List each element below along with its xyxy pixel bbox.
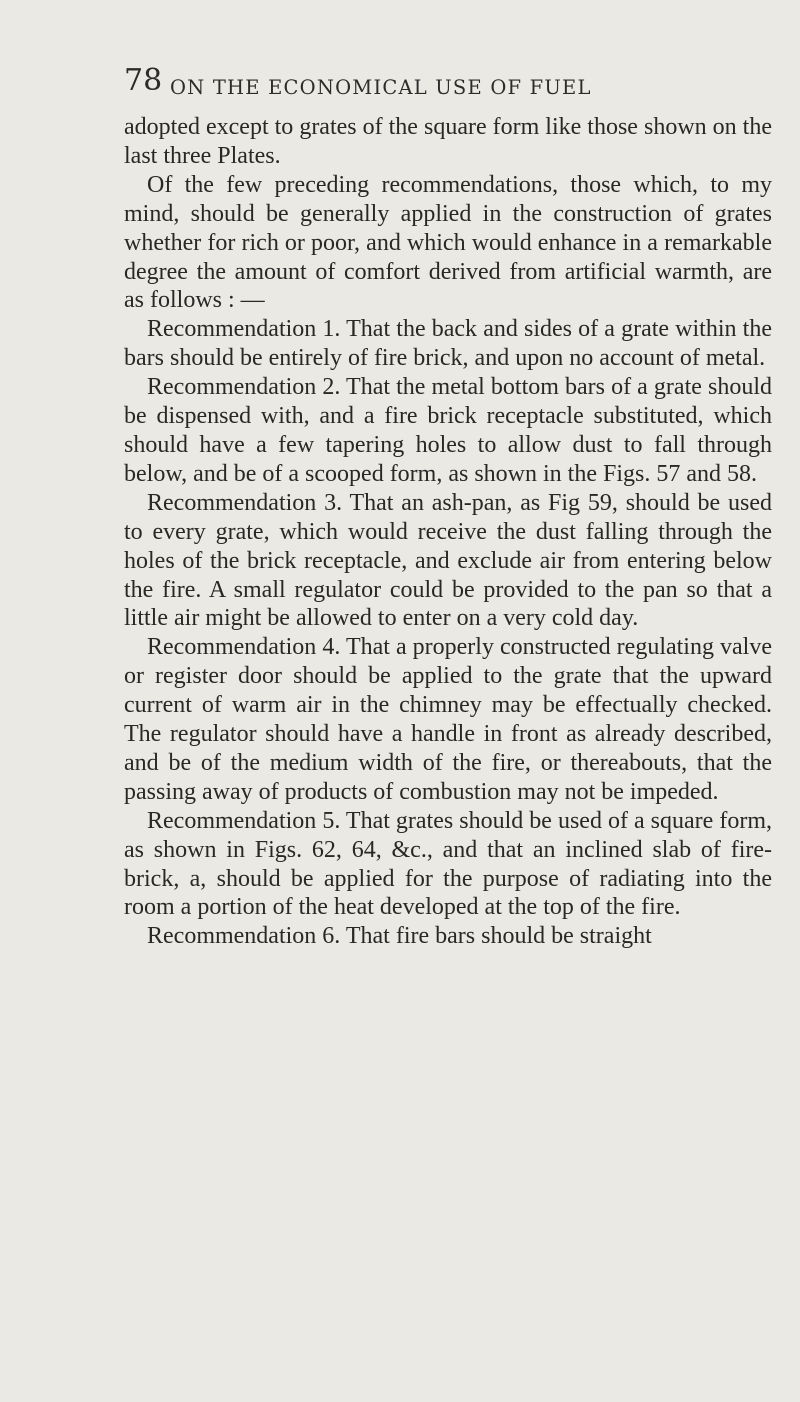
paragraph-continuation: adopted except to grates of the square form like those shown on the last three Plates. [124,114,772,169]
recommendation-5: Recommendation 5. That grates should be used of a square form, as shown in Figs. 62, 64, &c., and that an inclined slab of fire-brick, a, should be applied for the purpose of radiating into the room a portion of the heat developed at the top of the fire. [124,807,772,921]
recommendation-2: Recommendation 2. That the metal bottom bars of a grate should be dispensed with, and a fire brick receptacle substituted, which should have a few tapering holes to allow dust to fall through below, and be of a scooped form, as shown in the Figs. 57 and 58. [124,374,772,487]
recommendation-3: Recommendation 3. That an ash-pan, as Fig 59, should be used to every grate, which would receive the dust falling through the holes of the brick receptacle, and exclude air from entering below the fire. A small regulator could be provided to the pan so that a little air might be allowed to enter on a very cold day. [124,489,772,632]
running-head-title: ON THE ECONOMICAL USE OF FUEL [170,76,592,99]
recommendation-6: Recommendation 6. That fire bars should be straight [147,923,652,950]
page-number: 78 [124,63,163,98]
running-head [124,63,764,106]
paragraph-intro: Of the few preceding recommendations, those which, to my mind, should be generally applied in the construction of grates whether for rich or poor, and which would enhance in a remarkable degree the amount of comfort derived from artificial warmth, are as follows : — [124,171,772,314]
recommendation-4: Recommendation 4. That a properly constructed regulating valve or register door should be applied to the grate that the upward current of warm air in the chimney may be effectually checked. The regulator should have a handle in front as already described, and be of the medium width of the fire, or thereabouts, that the passing away of products of combustion may not be impeded. [124,634,772,805]
body-text [124,113,772,951]
recommendation-1: Recommendation 1. That the back and sides of a grate within the bars should be entirely of fire brick, and upon no account of metal. [124,316,772,372]
